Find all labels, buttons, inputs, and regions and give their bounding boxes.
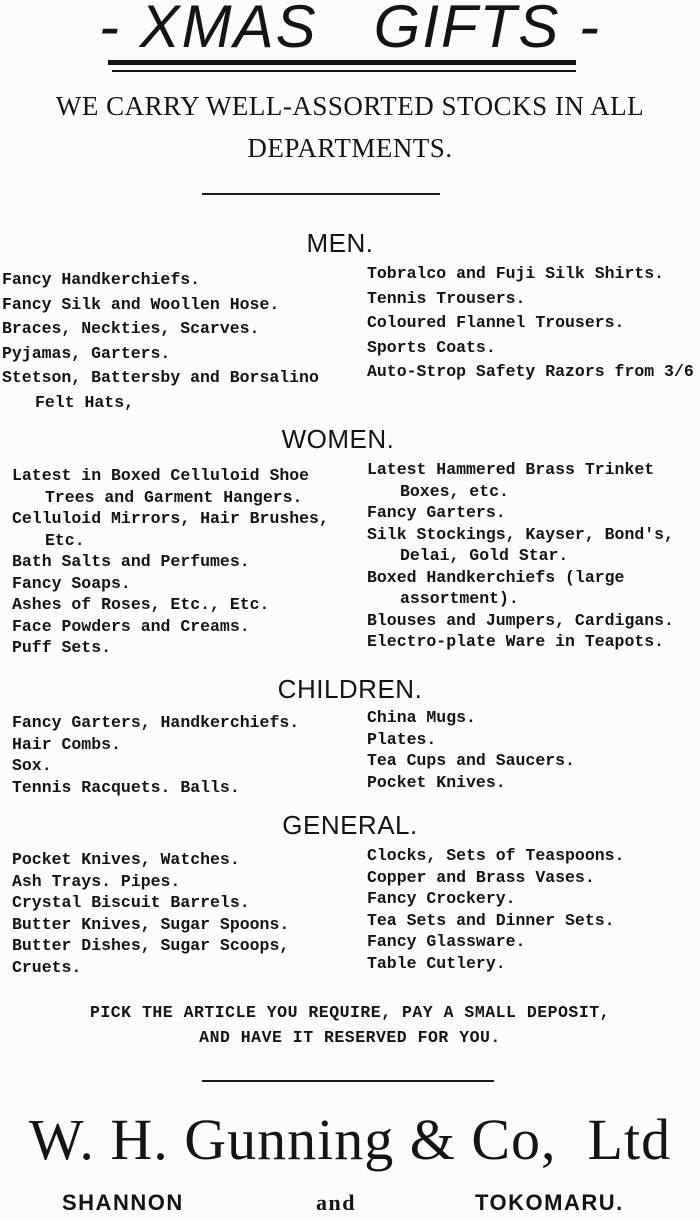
list-item: Tennis Trousers.: [367, 288, 526, 308]
section-title-general: GENERAL.: [282, 810, 418, 840]
list-item: Auto-Strop Safety Razors from 3/6: [367, 362, 694, 381]
headline-underline-thin: [112, 70, 576, 72]
list-item: Silk Stockings, Kayser, Bond's, Delai, Gold Star.: [367, 524, 674, 565]
list-item: Tennis Racquets. Balls.: [12, 777, 240, 797]
list-item: Ash Trays. Pipes.: [12, 871, 181, 891]
list-item: Pocket Knives.: [367, 772, 506, 792]
list-item: Fancy Handkerchiefs.: [2, 270, 201, 289]
list-item: Boxed Handkerchiefs (large assortment).: [367, 567, 625, 608]
list-item: Stetson, Battersby and Borsalino Felt Hats,: [2, 368, 319, 412]
list-item: Cruets.: [12, 957, 82, 977]
subheading-line-1: WE CARRY WELL-ASSORTED STOCKS IN ALL: [55, 91, 645, 121]
list-item: Tea Sets and Dinner Sets.: [367, 910, 615, 930]
list-item: Butter Dishes, Sugar Scoops,: [12, 936, 290, 955]
town-conjunction: and: [316, 1190, 356, 1215]
list-item: Tobralco and Fuji Silk Shirts.: [367, 264, 665, 283]
list-item: Pocket Knives, Watches.: [12, 850, 240, 869]
town-tokomaru: TOKOMARU.: [475, 1190, 624, 1215]
list-item: Puff Sets.: [12, 638, 112, 657]
list-item: Ashes of Roses, Etc., Etc.: [12, 595, 270, 614]
list-item: Plates.: [367, 729, 437, 749]
men-left-column: [2, 268, 362, 415]
list-item: Fancy Garters.: [367, 503, 506, 522]
list-item: Electro-plate Ware in Teapots.: [367, 632, 665, 651]
list-item: Fancy Glassware.: [367, 932, 526, 951]
section-title-women: WOMEN.: [281, 424, 395, 454]
list-item: Blouses and Jumpers, Cardigans.: [367, 610, 674, 630]
town-shannon: SHANNON: [62, 1190, 184, 1215]
list-item: Sports Coats.: [367, 337, 496, 357]
subheading-line-2: DEPARTMENTS.: [247, 133, 453, 163]
list-item: Face Powders and Creams.: [12, 616, 250, 636]
notice-line-2: AND HAVE IT RESERVED FOR YOU.: [199, 1028, 501, 1047]
children-left-column: [12, 712, 362, 798]
section-title-children: CHILDREN.: [277, 674, 423, 704]
notice-line-1: PICK THE ARTICLE YOU REQUIRE, PAY A SMALL DEPOSIT,: [89, 1003, 611, 1022]
women-left-column: [12, 465, 362, 659]
list-item: Fancy Soaps.: [12, 573, 131, 593]
list-item: Celluloid Mirrors, Hair Brushes, Etc.: [12, 509, 329, 550]
list-item: Latest in Boxed Celluloid Shoe Trees and Garment Hangers.: [12, 466, 310, 507]
list-item: Sox.: [12, 756, 52, 775]
list-item: Crystal Biscuit Barrels.: [12, 893, 250, 912]
general-left-column: [12, 849, 362, 978]
list-item: Latest Hammered Brass Trinket Boxes, etc.: [367, 460, 655, 501]
children-right-column: [367, 707, 700, 793]
divider-rule: [202, 193, 440, 195]
list-item: Bath Salts and Perfumes.: [12, 552, 250, 571]
list-item: Fancy Silk and Woollen Hose.: [2, 294, 280, 314]
list-item: Tea Cups and Saucers.: [367, 751, 575, 770]
women-right-column: [367, 459, 700, 653]
headline-underline-thick: [108, 60, 576, 65]
list-item: Clocks, Sets of Teaspoons.: [367, 846, 625, 865]
headline: - XMAS GIFTS -: [98, 0, 601, 60]
general-right-column: [367, 845, 700, 974]
list-item: Pyjamas, Garters.: [2, 343, 171, 363]
list-item: Coloured Flannel Trousers.: [367, 313, 625, 332]
men-right-column: [367, 262, 700, 385]
list-item: Hair Combs.: [12, 734, 121, 754]
list-item: Table Cutlery.: [367, 953, 506, 973]
list-item: Butter Knives, Sugar Spoons.: [12, 914, 290, 934]
list-item: China Mugs.: [367, 708, 476, 727]
list-item: Fancy Garters, Handkerchiefs.: [12, 713, 300, 732]
company-name: W. H. Gunning & Co, Ltd: [28, 1107, 672, 1172]
section-title-men: MEN.: [306, 228, 374, 258]
list-item: Copper and Brass Vases.: [367, 867, 595, 887]
divider-rule-bottom: [202, 1080, 494, 1082]
list-item: Braces, Neckties, Scarves.: [2, 319, 260, 338]
list-item: Fancy Crockery.: [367, 889, 516, 908]
